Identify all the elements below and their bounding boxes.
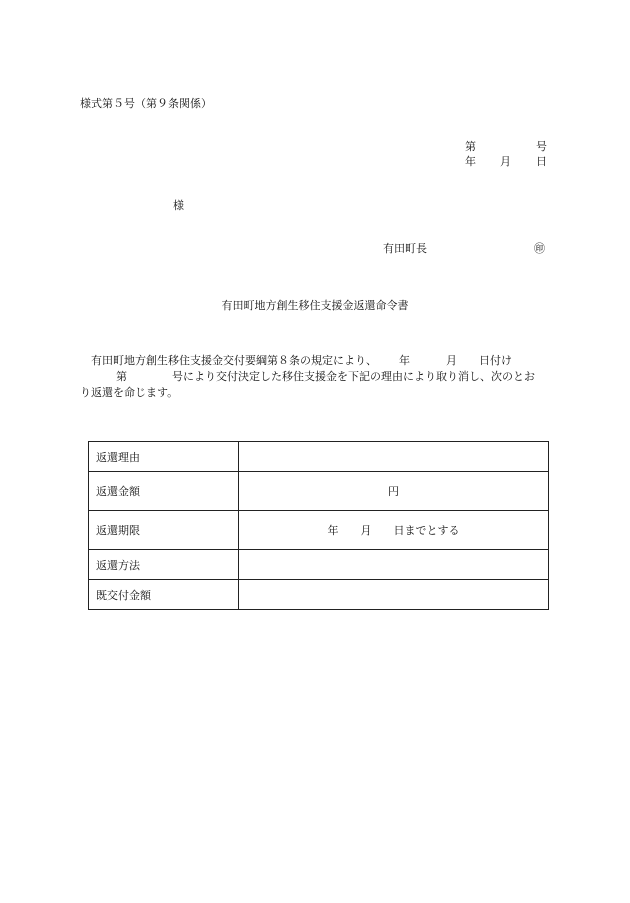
amount-label: 返還金額 xyxy=(89,472,239,511)
deadline-value xyxy=(239,511,549,550)
recipient-honorific: 様 xyxy=(173,199,184,212)
date-day-label: 日 xyxy=(536,155,547,168)
document-title: 有田町地方創生移住支援金返還命令書 xyxy=(221,299,409,312)
body-day-label: 日付け xyxy=(479,354,512,367)
body-decision-text: 号により交付決定した移住支援金を下記の理由により取り消し、次のとお xyxy=(172,370,535,383)
issuer-title: 有田町長 xyxy=(383,242,427,255)
form-number: 様式第５号（第９条関係） xyxy=(80,97,212,110)
paid-amount-label: 既交付金額 xyxy=(89,580,239,610)
table-row xyxy=(89,550,549,580)
amount-value xyxy=(239,472,549,511)
body-number-prefix: 第 xyxy=(116,370,127,383)
reason-label: 返還理由 xyxy=(89,442,239,472)
amount-unit: 円 xyxy=(388,485,399,498)
method-label: 返還方法 xyxy=(89,550,239,580)
table-row xyxy=(89,472,549,511)
body-regulation-text: 有田町地方創生移住支援金交付要綱第８条の規定により、 xyxy=(91,354,377,367)
table-row xyxy=(89,580,549,610)
paid-amount-value xyxy=(239,580,549,610)
table-row xyxy=(89,511,549,550)
deadline-year: 年 xyxy=(327,524,339,537)
body-line-2 xyxy=(80,368,550,384)
date-year-label: 年 xyxy=(465,155,476,168)
date-month-label: 月 xyxy=(500,155,511,168)
repayment-table xyxy=(88,441,549,610)
table-row xyxy=(89,442,549,472)
reason-value xyxy=(239,442,549,472)
deadline-month: 月 xyxy=(360,524,372,537)
document-number-suffix: 号 xyxy=(536,140,547,153)
deadline-day-text: 日までとする xyxy=(393,524,460,537)
deadline-label: 返還期限 xyxy=(89,511,239,550)
seal-mark: ㊞ xyxy=(534,242,545,255)
document-number-prefix: 第 xyxy=(465,140,476,153)
body-line-3: り返還を命じます。 xyxy=(80,386,179,399)
method-value xyxy=(239,550,549,580)
body-line-1 xyxy=(80,352,550,368)
body-month-label: 月 xyxy=(446,354,457,367)
body-year-label: 年 xyxy=(399,354,410,367)
